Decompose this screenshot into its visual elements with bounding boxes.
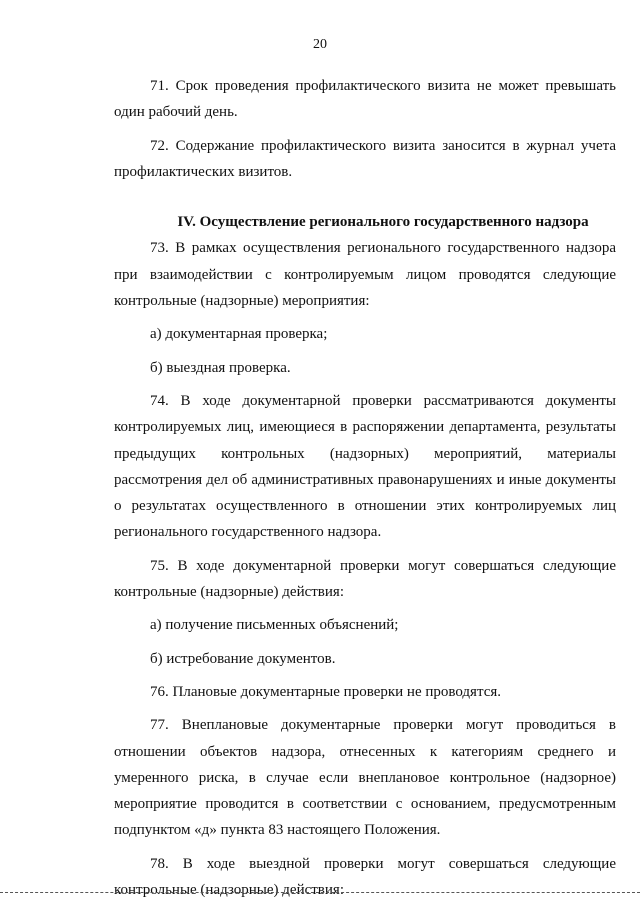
page-bottom-edge: [0, 892, 640, 894]
list-item-75b: б) истребование документов.: [150, 650, 336, 667]
paragraph-74: 74. В ходе документарной проверки рассматриваются документы контролируемых лиц, имеющиеся в распоряжении департамента, результаты предыдущих контрольных (надзорных) мероприятий, материалы рассмотрения дел об административных правонарушениях и иные документы о результатах осуществленного в отношении этих контролируемых лиц регионального государственного надзора.: [114, 392, 616, 541]
list-item-75a: а) получение письменных объяснений;: [150, 617, 399, 634]
paragraph-75: 75. В ходе документарной проверки могут совершаться следующие контрольные (надзорные) действия:: [114, 557, 616, 601]
list-item-73a: а) документарная проверка;: [150, 326, 328, 343]
paragraph-76: 76. Плановые документарные проверки не проводятся.: [150, 683, 501, 700]
page-number: 20: [313, 37, 327, 52]
paragraph-73: 73. В рамках осуществления регионального государственного надзора при взаимодействии с контролируемым лицом проводятся следующие контрольные (надзорные) мероприятия:: [114, 240, 616, 310]
list-item-73b: б) выездная проверка.: [150, 359, 291, 376]
paragraph-72: 72. Содержание профилактического визита заносится в журнал учета профилактических визитов.: [114, 137, 616, 180]
paragraph-71: 71. Срок проведения профилактического визита не может превышать один рабочий день.: [114, 78, 616, 121]
paragraph-78: 78. В ходе выездной проверки могут совершаться следующие контрольные (надзорные) действия:: [114, 855, 616, 899]
paragraph-77: 77. Внеплановые документарные проверки могут проводиться в отношении объектов надзора, отнесенных к категориям среднего и умеренного риска, в случае если внеплановое контрольное (надзорное) мероприятие проводится в соответствии с основанием, предусмотренным подпунктом «д» пункта 83 настоящего Положения.: [114, 717, 616, 839]
section-heading: IV. Осуществление регионального государственного надзора: [177, 214, 589, 231]
document-body: [114, 73, 616, 903]
